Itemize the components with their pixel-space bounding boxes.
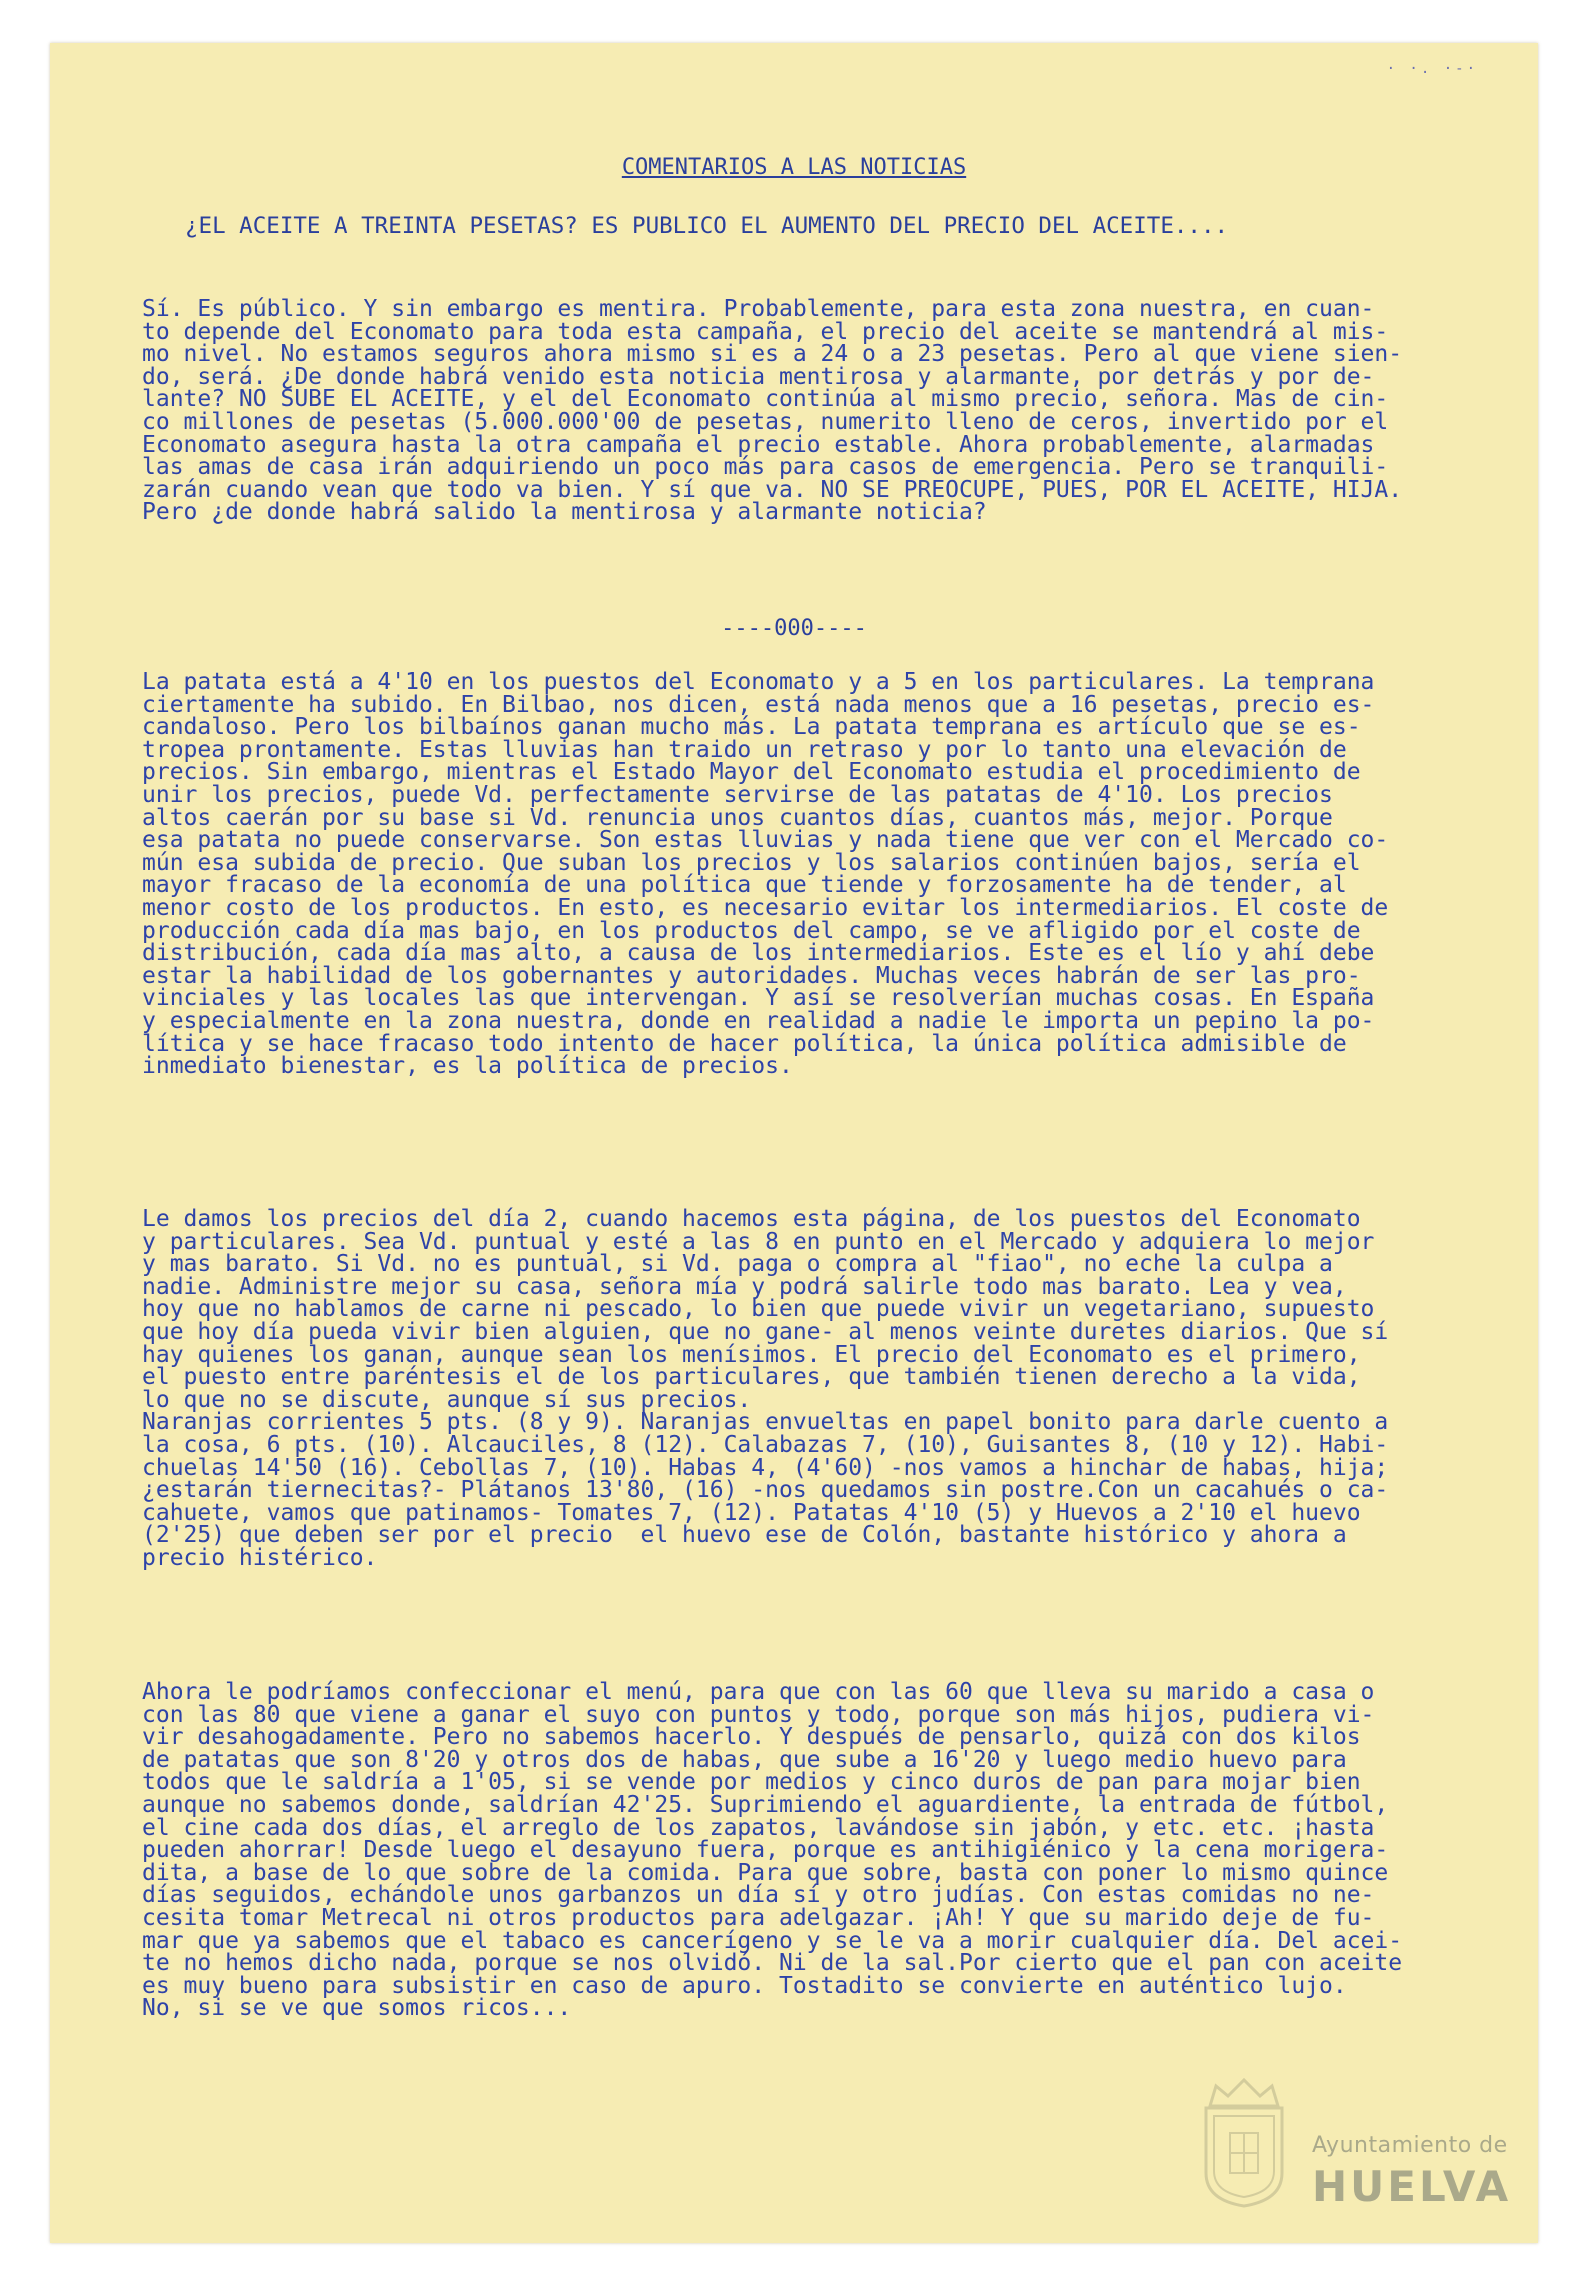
text-line: y mas barato. Si Vd. no es puntual, si Vd. paga o compra al "fiao", no eche la culpa a xyxy=(142,1251,1333,1278)
text-line: pueden ahorrar! Desde luego el desayuno fuera, porque es antihigiénico y la cena morigera- xyxy=(142,1837,1389,1864)
text-line: que hoy día pueda vivir bien alguien, que no gane- al menos veinte duretes diarios. Que sí xyxy=(142,1318,1389,1345)
text-line: el cine cada dos días, el arreglo de los zapatos, lavándose sin jabón, y etc. etc. ¡hasta xyxy=(142,1814,1375,1841)
text-line: hoy que no hablamos de carne ni pescado, lo bien que puede vivir un vegetariano, supuesto xyxy=(142,1296,1375,1323)
text-line: No, si se ve que somos ricos... xyxy=(142,1995,572,2022)
text-line: mo nivel. No estamos seguros ahora mismo si es a 24 o a 23 pesetas. Pero al que viene sien- xyxy=(142,341,1403,368)
text-line: mún esa subida de precio. Que suban los precios y los salarios continúen bajos, sería el xyxy=(142,849,1361,876)
text-line: mayor fracaso de la economía de una política que tiende y forzosamente ha de tender, al xyxy=(142,872,1347,899)
text-line: estar la habilidad de los gobernantes y autoridades. Muchas veces habrán de ser las pro- xyxy=(142,962,1361,989)
paragraph-menu xyxy=(142,1681,1522,2020)
text-line: inmediato bienestar, es la política de precios. xyxy=(142,1053,793,1080)
text-line: precio histérico. xyxy=(142,1544,378,1571)
text-line: Le damos los precios del día 2, cuando hacemos esta página, de los puestos del Economato xyxy=(142,1206,1361,1232)
text-line: es muy bueno para subsistir en caso de apuro. Tostadito se convierte en auténtico lujo. xyxy=(142,1972,1347,1999)
text-line: las amas de casa irán adquiriendo un poco más para casos de emergencia. Pero se tranquili- xyxy=(142,454,1389,481)
text-line: menor costo de los productos. En esto, es necesario evitar los intermediarios. El coste de xyxy=(142,894,1389,921)
text-line: co millones de pesetas (5.000.000'00 de pesetas, numerito lleno de ceros, invertido por el xyxy=(142,408,1389,435)
text-line: hay quienes los ganan, aunque sean los menísimos. El precio del Economato es el primero, xyxy=(142,1341,1361,1368)
paragraph-aceite xyxy=(142,298,1522,524)
text-line: ciertamente ha subido. En Bilbao, nos dicen, está nada menos que a 16 pesetas, precio es- xyxy=(142,691,1375,718)
text-line: vir desahogadamente. Pero no sabemos hacerlo. Y después de pensarlo, quizá con dos kilos xyxy=(142,1724,1361,1751)
text-line: (2'25) que deben ser por el precio el huevo ese de Colón, bastante histórico y ahora a xyxy=(142,1522,1347,1549)
seal-watermark xyxy=(1312,2133,1532,2211)
text-line: nadie. Administre mejor su casa, señora mía y podrá salirle todo mas barato. Lea y vea, xyxy=(142,1273,1347,1300)
text-line: todos que le saldría a 1'05, si se vende por medios y cinco duros de pan para mojar bien xyxy=(142,1769,1361,1796)
coat-of-arms-seal xyxy=(1200,2078,1288,2208)
text-line: mar que ya sabemos que el tabaco es cancerígeno y se le va a morir cualquier día. Del acei- xyxy=(142,1927,1403,1954)
corner-mark: · ·. ·-· xyxy=(1386,61,1478,77)
text-line: chuelas 14'50 (16). Cebollas 7, (10). Habas 4, (4'60) -nos vamos a hinchar de habas, hija; xyxy=(142,1454,1389,1481)
text-line: Economato asegura hasta la otra campaña el precio estable. Ahora probablemente, alarmadas xyxy=(142,431,1375,458)
text-line: la cosa, 6 pts. (10). Alcauciles, 8 (12). Calabazas 7, (10), Guisantes 8, (10 y 12). Habi- xyxy=(142,1431,1389,1458)
text-line: altos caerán por su base si Vd. renuncia unos cuantos días, cuantos más, mejor. Porque xyxy=(142,804,1333,831)
text-line: Sí. Es público. Y sin embargo es mentira. Probablemente, para esta zona nuestra, en cuan- xyxy=(142,296,1375,322)
text-line: aunque no sabemos donde, saldrían 42'25. Suprimiendo el aguardiente, la entrada de fútbol, xyxy=(142,1791,1389,1818)
text-line: lo que no se discute, aunque sí sus precios. xyxy=(142,1386,752,1413)
text-line: dita, a base de lo que sobre de la comida. Para que sobre, basta con poner lo mismo quince xyxy=(142,1859,1389,1886)
text-line: de patatas que son 8'20 y otros dos de habas, que sube a 16'20 y luego medio huevo para xyxy=(142,1746,1347,1773)
seal-line-huelva: HUELVA xyxy=(1312,2162,1512,2211)
text-line: Ahora le podríamos confeccionar el menú, para que con las 60 que lleva su marido a casa o xyxy=(142,1679,1375,1705)
text-line: La patata está a 4'10 en los puestos del Economato y a 5 en los particulares. La temprana xyxy=(142,669,1375,695)
page-title: COMENTARIOS A LAS NOTICIAS xyxy=(621,155,967,180)
text-line: do, será. ¿De donde habrá venido esta noticia mentirosa y alarmante, por detrás y por de- xyxy=(142,363,1375,390)
text-line: ¿estarán tiernecitas?- Plátanos 13'80, (16) -nos quedamos sin postre.Con un cacahués o ca- xyxy=(142,1477,1389,1504)
text-line: zarán cuando vean que todo va bien. Y sí que va. NO SE PREOCUPE, PUES, POR EL ACEITE, HIJA. xyxy=(142,476,1403,503)
document-page xyxy=(50,43,1538,2243)
text-line: distribución, cada día mas alto, a causa de los intermediarios. Este es el lío y ahí debe xyxy=(142,940,1375,967)
text-line: te no hemos dicho nada, porque se nos olvidó. Ni de la sal.Por cierto que el pan con aceite xyxy=(142,1950,1403,1977)
text-line: y especialmente en la zona nuestra, donde en realidad a nadie le importa un pepino la po- xyxy=(142,1007,1375,1034)
text-line: cahuete, vamos que patinamos- Tomates 7, (12). Patatas 4'10 (5) y Huevos a 2'10 el huevo xyxy=(142,1499,1361,1526)
text-line: tropea prontamente. Estas lluvias han traido un retraso y por lo tanto una elevación de xyxy=(142,736,1347,763)
paragraph-precios xyxy=(142,1208,1522,1570)
text-line: esa patata no puede conservarse. Son estas lluvias y nada tiene que ver con el Mercado co- xyxy=(142,827,1389,854)
text-line: y particulares. Sea Vd. puntual y esté a las 8 en punto en el Mercado y adquiera lo mejor xyxy=(142,1228,1375,1255)
text-line: lante? NO SUBE EL ACEITE, y el del Economato continúa al mismo precio, señora. Mas de cin- xyxy=(142,386,1389,413)
text-line: lítica y se hace fracaso todo intento de hacer política, la única política admisible de xyxy=(142,1030,1347,1057)
text-line: Naranjas corrientes 5 pts. (8 y 9). Naranjas envueltas en papel bonito para darle cuento a xyxy=(142,1409,1389,1436)
text-line: vinciales y las locales las que intervengan. Y así se resolverían muchas cosas. En España xyxy=(142,985,1375,1012)
text-line: días seguidos, echándole unos garbanzos un día sí y otro judías. Con estas comidas no ne- xyxy=(142,1882,1375,1909)
text-line: Pero ¿de donde habrá salido la mentirosa y alarmante noticia? xyxy=(142,499,987,526)
section-separator: ----000---- xyxy=(721,616,867,641)
text-line: el puesto entre paréntesis el de los particulares, que también tienen derecho a la vida, xyxy=(142,1364,1361,1391)
text-line: cesita tomar Metrecal ni otros productos para adelgazar. ¡Ah! Y que su marido deje de fu- xyxy=(142,1904,1375,1931)
text-line: con las 80 que viene a ganar el suyo con puntos y todo, porque son más hijos, pudiera vi- xyxy=(142,1701,1375,1728)
text-line: precios. Sin embargo, mientras el Estado Mayor del Economato estudia el procedimiento de xyxy=(142,759,1361,786)
headline: ¿EL ACEITE A TREINTA PESETAS? ES PUBLICO EL AUMENTO DEL PRECIO DEL ACEITE.... xyxy=(185,213,1229,239)
text-line: to depende del Economato para toda esta campaña, el precio del aceite se mantendrá al mis- xyxy=(142,318,1389,345)
text-line: producción cada día mas bajo, en los productos del campo, se ve afligido por el coste de xyxy=(142,917,1361,944)
text-line: candaloso. Pero los bilbaínos ganan mucho más. La patata temprana es artículo que se es- xyxy=(142,714,1361,741)
seal-line-ayuntamiento: Ayuntamiento de xyxy=(1312,2133,1508,2158)
paragraph-patata xyxy=(142,671,1522,1078)
text-line: unir los precios, puede Vd. perfectamente servirse de las patatas de 4'10. Los precios xyxy=(142,781,1333,808)
